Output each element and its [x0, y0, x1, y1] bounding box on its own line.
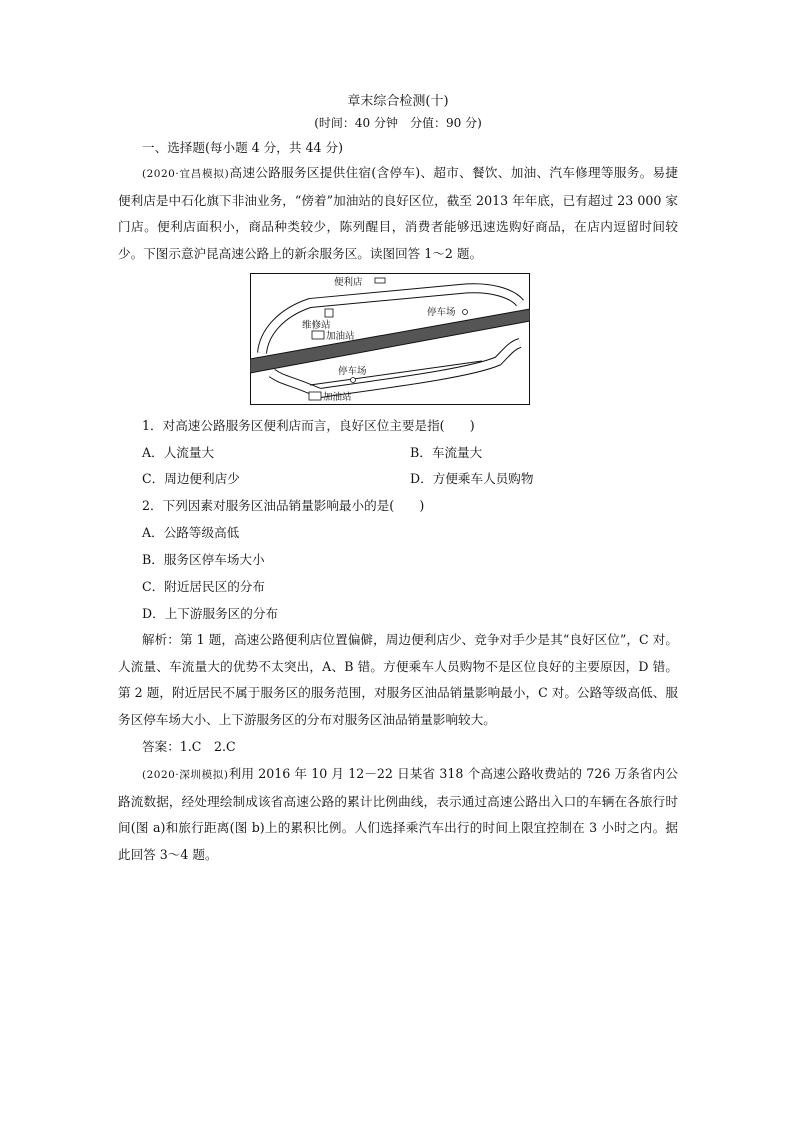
question-1-option-b: B．车流量大 — [410, 444, 483, 460]
service-area-map — [250, 273, 530, 405]
page-subtitle: (时间：40 分钟 分值：90 分) — [314, 116, 482, 130]
document-page — [118, 92, 678, 868]
answer-line: 答案：1.C 2.C — [142, 739, 236, 754]
map-label-gas-south: 加油站 — [323, 392, 352, 403]
parking-south-icon — [351, 378, 356, 383]
map-label-store: 便利店 — [334, 277, 363, 288]
page-title: 章末综合检测(十) — [347, 94, 449, 109]
question-1-stem: 1．对高速公路服务区便利店而言，良好区位主要是指( ) — [142, 418, 475, 433]
section-heading: 一、选择题(每小题 4 分，共 44 分) — [142, 140, 344, 155]
map-label-repair: 维修站 — [302, 320, 331, 331]
question-1-options-row-1 — [142, 440, 678, 467]
question-1-options-row-2 — [142, 466, 678, 493]
question-2-stem: 2．下列因素对服务区油品销量影响最小的是( ) — [142, 497, 425, 513]
passage-1-source: (2020·宜昌模拟) — [142, 168, 230, 180]
passage-2 — [118, 761, 678, 868]
question-1-option-a: A．人流量大 — [142, 444, 215, 460]
map-label-parking-north: 停车场 — [427, 307, 456, 318]
question-2-option-c: C．附近居民区的分布 — [142, 579, 265, 594]
parking-north-icon — [463, 310, 468, 315]
question-2-option-a: A．公路等级高低 — [142, 525, 240, 540]
map-label-parking-south: 停车场 — [338, 366, 367, 377]
map-label-gas-north: 加油站 — [326, 331, 355, 342]
repair-station-icon — [325, 309, 333, 317]
passage-2-source: (2020·深圳模拟) — [142, 769, 229, 781]
gas-station-north-icon — [312, 331, 324, 339]
convenience-store-icon — [375, 278, 385, 283]
gas-station-south-icon — [309, 392, 321, 400]
passage-1 — [118, 160, 678, 267]
question-2-option-d: D．上下游服务区的分布 — [142, 606, 279, 621]
passage-1-text: 高速公路服务区提供住宿(含停车)、超市、餐饮、加油、汽车修理等服务。易捷便利店是中石化旗下非油业务，“傍着”加油站的良好区位，截至 2013 年年底，已有超过 23 000 家门店。便利店面积小，商品种类较少，陈列醒目，消费者能够迅速选购好商品，在店内逗留时间较少。下图示意沪昆高速公路上的新余服务区。读图回答 1～2 题。 — [118, 165, 678, 261]
passage-2-text: 利用 2016 年 10 月 12－22 日某省 318 个高速公路收费站的 726 万条省内公路流数据，经处理绘制成该省高速公路的累计比例曲线，表示通过高速公路出入口的车辆在各旅行时间(图 a)和旅行距离(图 b)上的累积比例。人们选择乘汽车出行的时间上限宜控制在 3 小时之内。据此回答 3～4 题。 — [118, 766, 678, 862]
question-2-option-b: B．服务区停车场大小 — [142, 552, 265, 567]
question-1-option-c: C．周边便利店少 — [142, 471, 240, 486]
analysis-paragraph: 解析：第 1 题，高速公路便利店位置偏僻，周边便利店少、竞争对手少是其“良好区位”，C 对。人流量、车流量大的优势不太突出，A、B 错。方便乘车人员购物不是区位良好的主要原因，D 错。第 2 题，附近居民不属于服务区的服务范围，对服务区油品销量影响最小，C 对。公路等级高低、服务区停车场大小、上下游服务区的分布对服务区油品销量影响较大。 — [118, 632, 678, 727]
question-1-option-d: D．方便乘车人员购物 — [410, 471, 534, 486]
